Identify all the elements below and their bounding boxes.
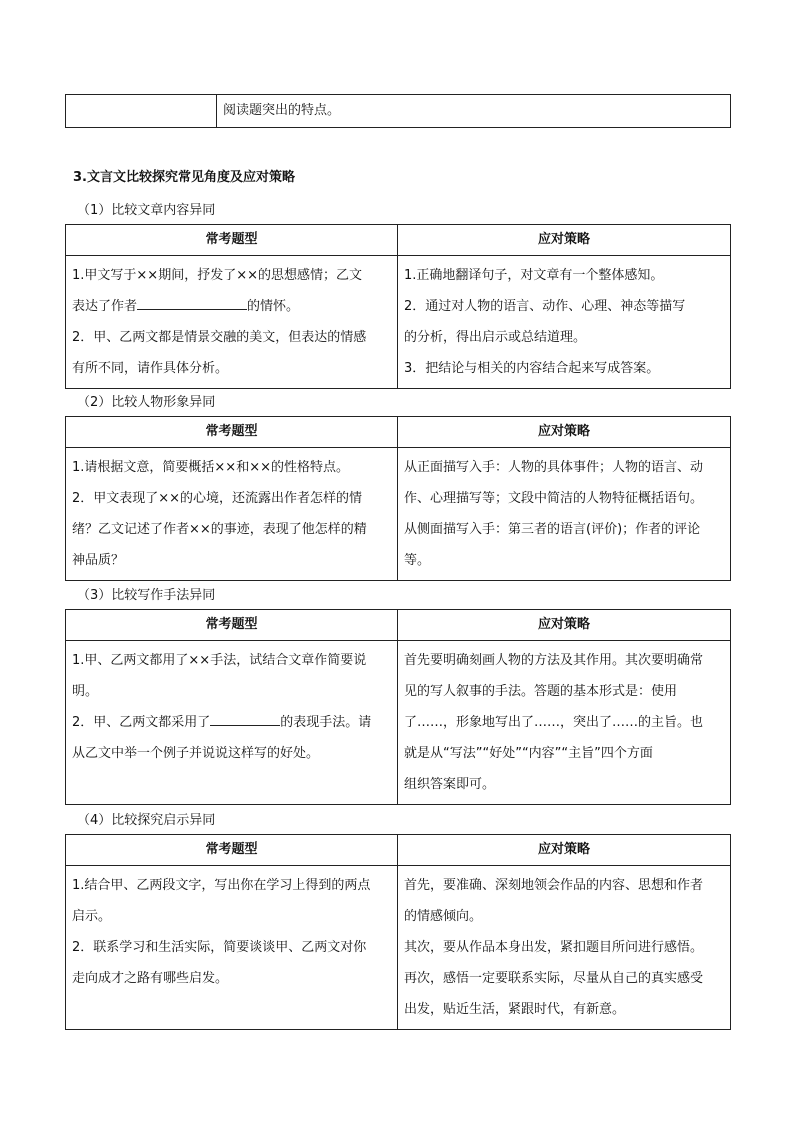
text-line: 从侧面描写入手：第三者的语言(评价)；作者的评论 xyxy=(404,522,701,537)
text-line: 启示。 xyxy=(72,909,112,924)
text-line: 首先要明确刻画人物的方法及其作用。其次要明确常 xyxy=(404,653,704,668)
text-line: 绪？乙文记述了作者××的事迹，表现了他怎样的精 xyxy=(72,522,367,537)
text-line: 的情感倾向。 xyxy=(404,909,483,924)
strategy-cell xyxy=(398,866,731,1030)
text-line: 见的写人叙事的手法。答题的基本形式是：使用 xyxy=(404,684,678,699)
table-header-row xyxy=(66,417,731,448)
strategy-table-inspiration xyxy=(65,834,731,1030)
subsection-label: （3）比较写作手法异同 xyxy=(77,588,216,603)
table-row xyxy=(66,866,731,1030)
text-line xyxy=(72,291,391,322)
text-fragment: 的表现手法。请 xyxy=(280,715,372,730)
text-line: 其次，要从作品本身出发，紧扣题目所问进行感悟。 xyxy=(404,940,704,955)
text-line: 作、心理描写等；文段中简洁的人物特征概括语句。 xyxy=(404,491,704,506)
strategy-table-character xyxy=(65,416,731,581)
text-line: 等。 xyxy=(404,553,431,568)
text-line: 再次，感悟一定要联系实际，尽量从自己的真实感受 xyxy=(404,971,704,986)
column-header-question-type: 常考题型 xyxy=(66,835,398,866)
text-line: 明。 xyxy=(72,684,99,699)
text-line: 组织答案即可。 xyxy=(404,777,496,792)
text-line: 1.结合甲、乙两段文字，写出你在学习上得到的两点 xyxy=(72,878,371,893)
text-line: 2．甲文表现了××的心境，还流露出作者怎样的情 xyxy=(72,491,363,506)
table-header-row xyxy=(66,225,731,256)
column-header-question-type: 常考题型 xyxy=(66,225,398,256)
table-row xyxy=(66,95,731,128)
text-line: 从乙文中举一个例子并说说这样写的好处。 xyxy=(72,746,320,761)
fill-blank xyxy=(210,711,280,726)
table-header-row xyxy=(66,835,731,866)
column-header-question-type: 常考题型 xyxy=(66,610,398,641)
column-header-question-type: 常考题型 xyxy=(66,417,398,448)
text-line: 的分析，得出启示或总结道理。 xyxy=(404,330,587,345)
question-type-cell xyxy=(66,641,398,805)
text-line: 了……，形象地写出了……，突出了……的主旨。也 xyxy=(404,715,704,730)
empty-cell xyxy=(66,95,217,128)
text-fragment: 2．甲、乙两文都采用了 xyxy=(72,715,211,730)
text-line: 2．联系学习和生活实际，简要谈谈甲、乙两文对你 xyxy=(72,940,367,955)
text-line: 从正面描写入手：人物的具体事件；人物的语言、动 xyxy=(404,460,704,475)
fill-blank xyxy=(137,295,247,310)
text-line xyxy=(72,707,391,738)
text-line: 2．通过对人物的语言、动作、心理、神态等描写 xyxy=(404,299,686,314)
text-line: 2．甲、乙两文都是情景交融的美文，但表达的情感 xyxy=(72,330,367,345)
column-header-strategy: 应对策略 xyxy=(398,610,731,641)
text-line: 3．把结论与相关的内容结合起来写成答案。 xyxy=(404,361,660,376)
subsection-label: （2）比较人物形象异同 xyxy=(77,395,216,410)
section-heading: 3.文言文比较探究常见角度及应对策略 xyxy=(73,170,295,185)
strategy-cell xyxy=(398,256,731,389)
text-line: 有所不同，请作具体分析。 xyxy=(72,361,229,376)
question-type-cell xyxy=(66,866,398,1030)
strategy-table-technique xyxy=(65,609,731,805)
column-header-strategy: 应对策略 xyxy=(398,225,731,256)
subsection-label: （1）比较文章内容异同 xyxy=(77,203,216,218)
text-line: 出发，贴近生活，紧跟时代，有新意。 xyxy=(404,1002,626,1017)
text-line: 1.甲、乙两文都用了××手法，试结合文章作简要说 xyxy=(72,653,367,668)
question-type-cell xyxy=(66,256,398,389)
continuation-table xyxy=(65,94,731,128)
text-line: 就是从“写法”“好处”“内容”“主旨”四个方面 xyxy=(404,746,653,761)
text-fragment: 表达了作者 xyxy=(72,299,138,314)
strategy-cell xyxy=(398,448,731,581)
cell-text: 阅读题突出的特点。 xyxy=(223,103,341,118)
text-fragment: 的情怀。 xyxy=(247,299,300,314)
table-row xyxy=(66,448,731,581)
subsection-label: （4）比较探究启示异同 xyxy=(77,813,216,828)
strategy-table-content xyxy=(65,224,731,389)
column-header-strategy: 应对策略 xyxy=(398,835,731,866)
text-line: 走向成才之路有哪些启发。 xyxy=(72,971,229,986)
text-line: 首先，要准确、深刻地领会作品的内容、思想和作者 xyxy=(404,878,704,893)
column-header-strategy: 应对策略 xyxy=(398,417,731,448)
text-line: 神品质？ xyxy=(72,553,125,568)
strategy-cell xyxy=(398,641,731,805)
table-header-row xyxy=(66,610,731,641)
table-row xyxy=(66,256,731,389)
text-line: 1.正确地翻译句子，对文章有一个整体感知。 xyxy=(404,268,664,283)
text-line: 1.请根据文意，简要概括××和××的性格特点。 xyxy=(72,460,349,475)
question-type-cell xyxy=(66,448,398,581)
table-row xyxy=(66,641,731,805)
table-cell xyxy=(217,95,731,128)
text-line: 1.甲文写于××期间，抒发了××的思想感情；乙文 xyxy=(72,268,362,283)
